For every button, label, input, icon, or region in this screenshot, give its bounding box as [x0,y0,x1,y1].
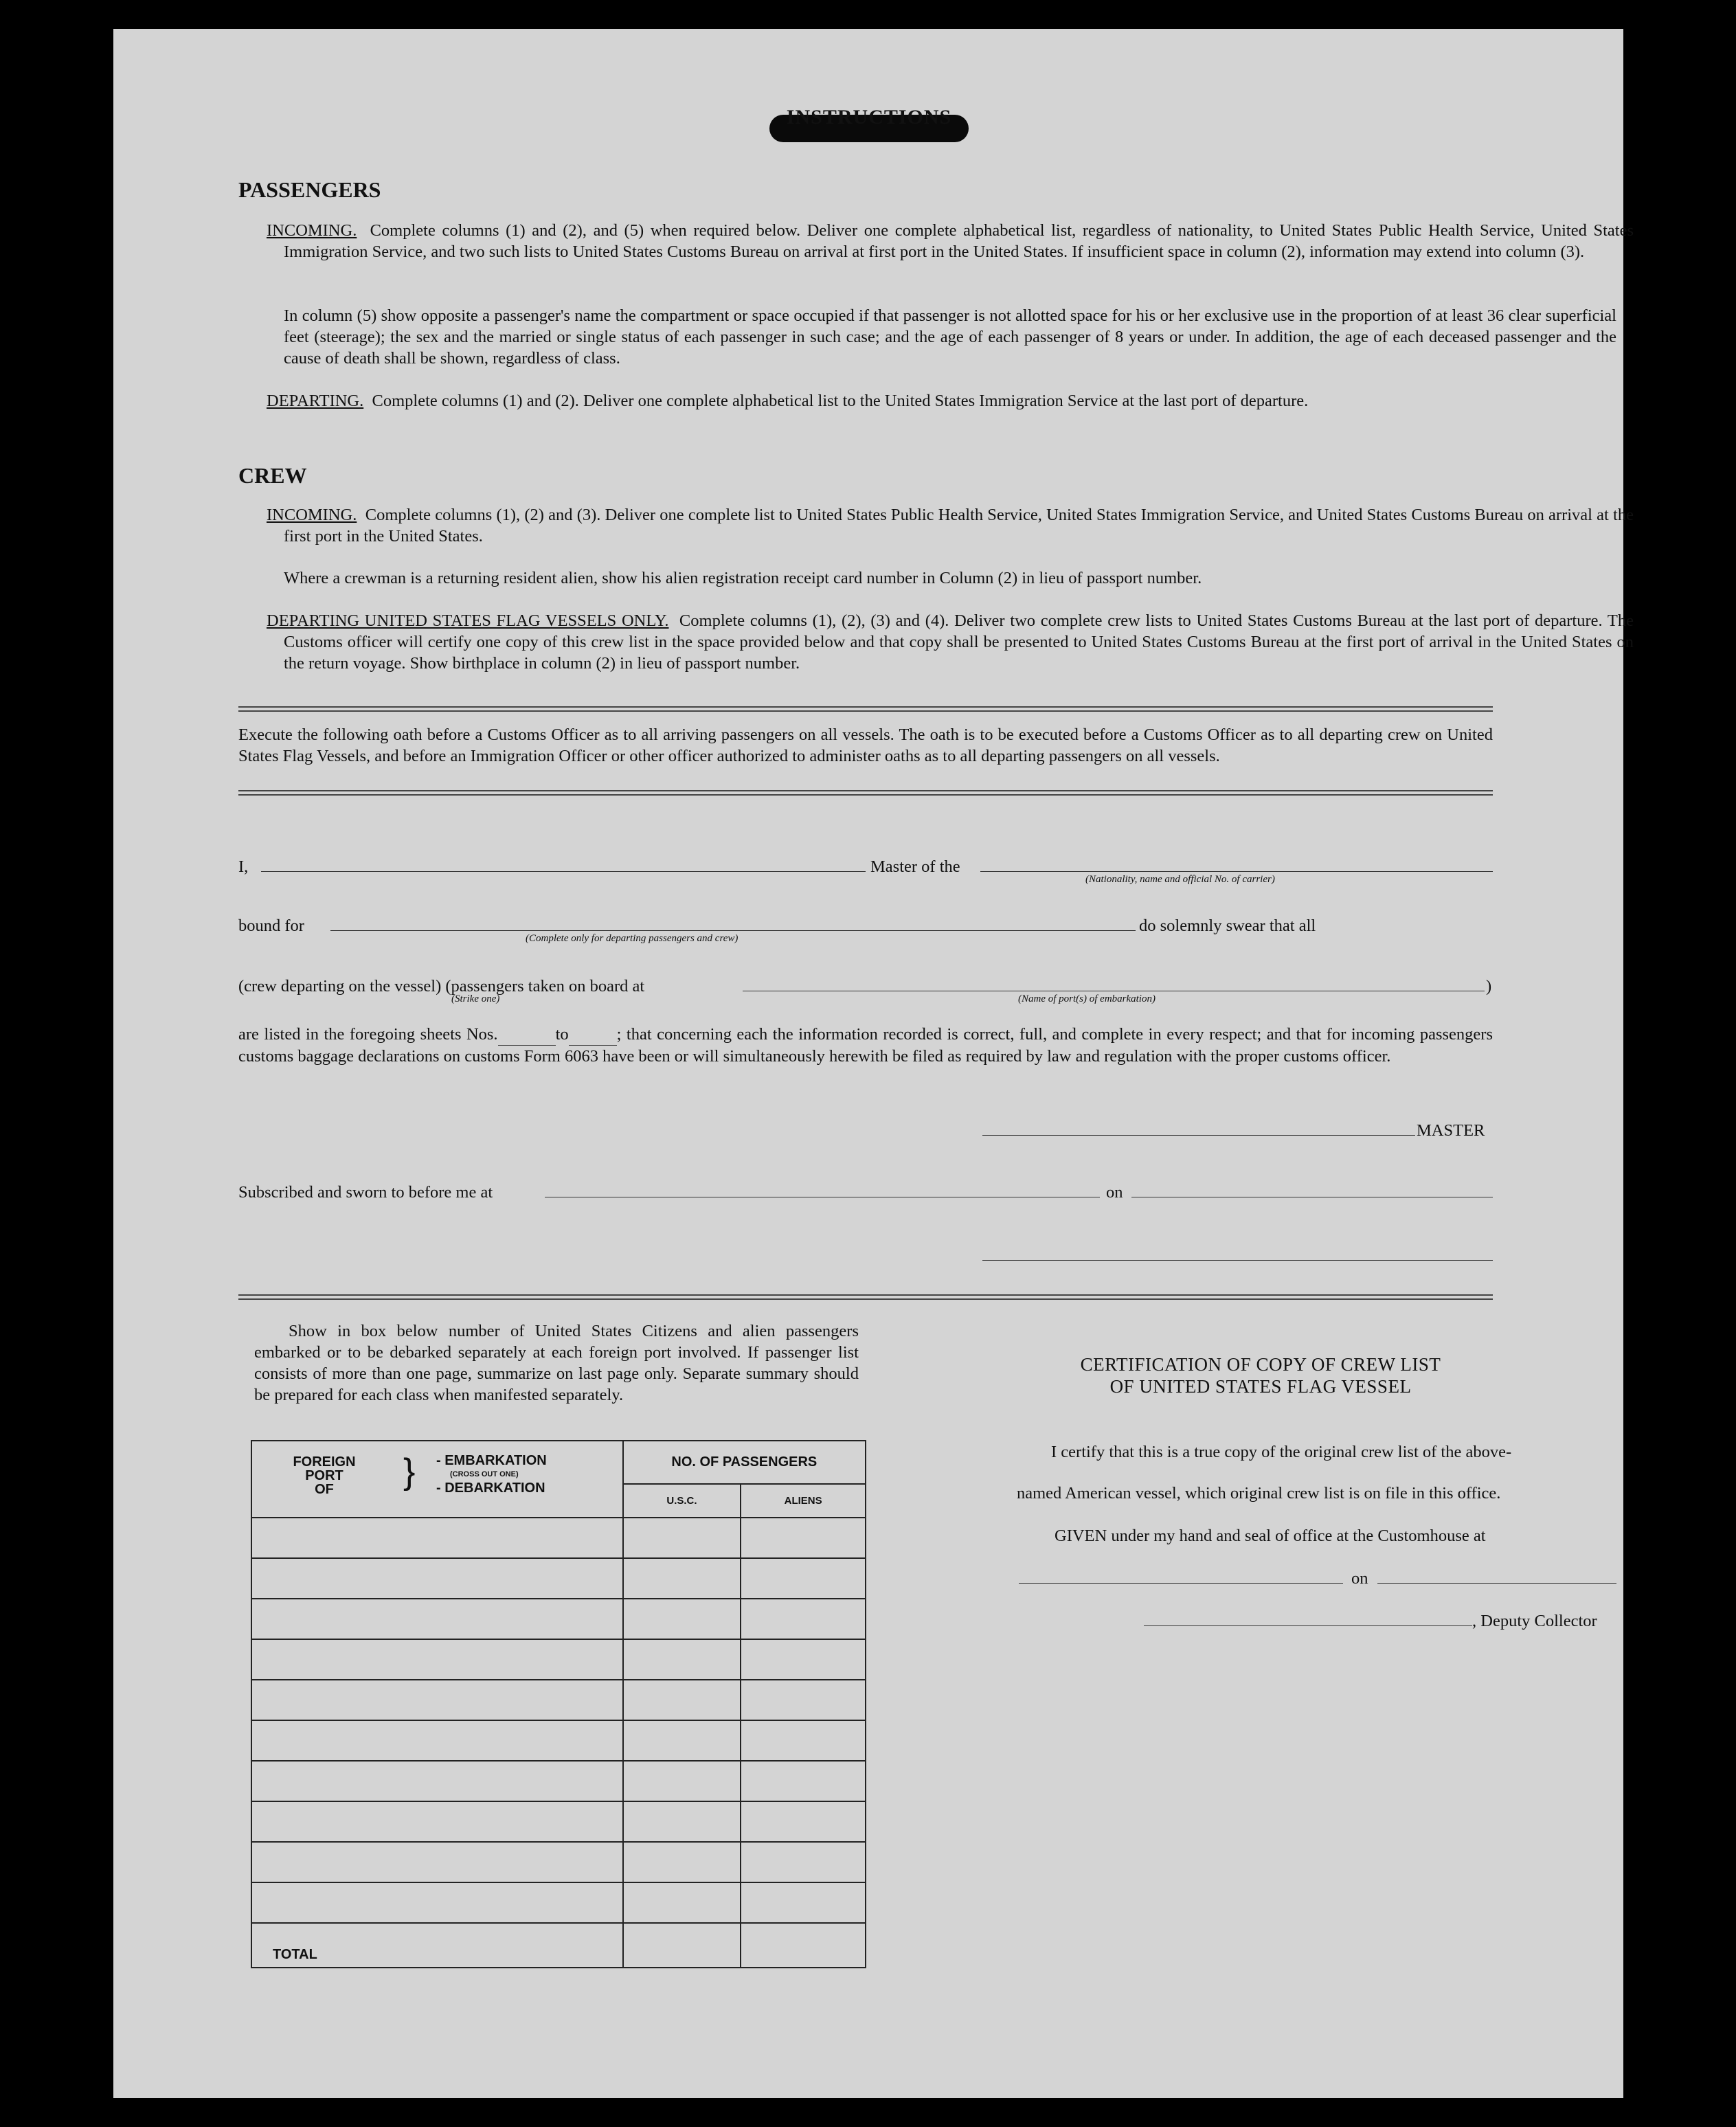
usc-header: U.S.C. [623,1484,741,1518]
bound-for-field[interactable] [330,930,1136,931]
sheet-to-field[interactable] [569,1024,617,1046]
passengers-column5-paragraph: In column (5) show opposite a passenger's name the compartment or space occupied if that passenger is not allotted space for his or her exclusive use in the proportion of at least 36 clear superficial feet (steerage); the sex and the married or single status of each passenger in such case; and the age of each passenger of 8 years or under. In addition, the age of each deceased passenger and the cause of death shall be shown, regardless of class. [284,306,1616,368]
nationality-caption: (Nationality, name and official No. of carrier) [1085,874,1275,885]
oath-instruction: Execute the following oath before a Customs Officer as to all arriving passengers on all vessels. The oath is to be executed before a Customs Officer as to all departing crew on United States Flag Vessels, and before an Immigration Officer or other officer authorized to administer oaths as to all departing passengers on all vessels. [238,725,1493,765]
usc-cell[interactable] [623,1882,741,1923]
officer-signature-field[interactable] [982,1260,1493,1261]
passengers-departing-paragraph [267,390,1634,412]
passengers-heading: PASSENGERS [238,177,381,202]
aliens-cell[interactable] [741,1680,866,1720]
aliens-cell[interactable] [741,1882,866,1923]
foreign-label: FOREIGN [293,1454,356,1470]
usc-cell[interactable] [623,1801,741,1842]
passengers-incoming-paragraph [267,220,1634,262]
table-row [251,1558,866,1599]
passengers-departing-text: Complete columns (1) and (2). Deliver one complete alphabetical list to the United States Immigration Service at the last port of departure. [372,392,1309,410]
double-rule-3 [238,1294,1493,1300]
master-name-field[interactable] [261,871,866,872]
embark-debark-label [436,1454,547,1495]
aliens-cell[interactable] [741,1761,866,1801]
strike-one-caption: (Strike one) [451,993,500,1004]
summary-instruction: Show in box below number of United States Citizens and alien passengers embarked or to be debarked separately at each foreign port involved. If passenger list consists of more than one page, summarize on last page only. Separate summary should be prepared for each class when manifested separately. [254,1322,859,1404]
table-row [251,1882,866,1923]
cross-out-label: (CROSS OUT ONE) [450,1470,519,1478]
debarkation-label: - DEBARKATION [436,1481,545,1496]
port-cell[interactable] [251,1680,623,1720]
double-rule-1 [238,706,1493,712]
port-cell[interactable] [251,1882,623,1923]
master-label: MASTER [1417,1121,1485,1140]
ports-table [251,1440,866,1968]
certification-heading-2: OF UNITED STATES FLAG VESSEL [1109,1376,1412,1397]
passengers-incoming-label: INCOMING. [267,221,357,240]
passengers-incoming-text: Complete columns (1) and (2), and (5) when required below. Deliver one complete alphabetical list, regardless of nationality, to United States Public Health Service, United States Immigration Service, and two such lists to United States Customs Bureau on arrival at first port in the United States. If insufficient space in column (2), information may extend into column (3). [284,221,1634,261]
crew-incoming-text: Complete columns (1), (2) and (3). Deliver one complete list to United States Public Health Service, United States Immigration Service, and United States Customs Bureau on arrival at the first port in the United States. [284,506,1634,545]
master-signature-field[interactable] [982,1135,1415,1136]
aliens-cell[interactable] [741,1558,866,1599]
complete-only-caption: (Complete only for departing passengers and crew) [526,933,739,944]
listed-text-b: ; that concerning each the information recorded is correct, full, and complete in every respect; and that for incoming passengers customs baggage declarations on customs Form 6063 have been or will simultaneously herewith be filed as required by law and regulation with the proper customs officer. [238,1025,1493,1066]
master-of-the-label: Master of the [870,857,960,876]
usc-cell[interactable] [623,1761,741,1801]
certification-line-1: I certify that this is a true copy of the original crew list of the above- [1051,1443,1512,1461]
total-usc-cell[interactable] [623,1923,741,1968]
crew-departing-label: DEPARTING UNITED STATES FLAG VESSELS ONLY. [267,611,669,630]
port-cell[interactable] [251,1639,623,1680]
table-row [251,1842,866,1882]
port-cell[interactable] [251,1518,623,1558]
port-cell[interactable] [251,1720,623,1761]
page-title: INSTRUCTIONS [786,106,952,128]
port-cell[interactable] [251,1761,623,1801]
table-row [251,1639,866,1680]
aliens-cell[interactable] [741,1720,866,1761]
usc-cell[interactable] [623,1720,741,1761]
usc-cell[interactable] [623,1558,741,1599]
aliens-cell[interactable] [741,1842,866,1882]
aliens-cell[interactable] [741,1518,866,1558]
crew-heading: CREW [238,463,307,488]
total-label: TOTAL [251,1923,623,1968]
certification-on-label: on [1351,1569,1368,1588]
subscribed-label: Subscribed and sworn to before me at [238,1183,493,1202]
port-cell[interactable] [251,1558,623,1599]
brace-icon: } [403,1452,416,1492]
crew-departing-label: (crew departing on the vessel) (passengers taken on board at [238,977,645,995]
certification-heading-1: CERTIFICATION OF COPY OF CREW LIST [1080,1354,1441,1375]
close-paren: ) [1486,977,1492,995]
aliens-header: ALIENS [741,1484,866,1518]
deputy-collector-label: , Deputy Collector [1472,1612,1597,1630]
crew-resident-paragraph: Where a crewman is a returning resident alien, show his alien registration receipt card number in Column (2) in lieu of passport number. [284,569,1202,587]
aliens-cell[interactable] [741,1639,866,1680]
passengers-departing-label: DEPARTING. [267,392,364,410]
total-row [251,1923,866,1968]
sheet-from-field[interactable] [498,1024,556,1046]
foreign-port-of-label [286,1455,362,1496]
aliens-cell[interactable] [741,1599,866,1639]
document-page [113,29,1634,2098]
crew-departing-paragraph [267,610,1634,674]
port-cell[interactable] [251,1599,623,1639]
table-row [251,1801,866,1842]
usc-cell[interactable] [623,1639,741,1680]
carrier-field[interactable] [980,871,1493,872]
usc-cell[interactable] [623,1842,741,1882]
double-rule-2 [238,790,1493,796]
certification-line-3: GIVEN under my hand and seal of office at the Customhouse at [1055,1527,1486,1545]
to-label: to [555,1025,569,1044]
of-label: OF [315,1482,334,1497]
port-cell[interactable] [251,1842,623,1882]
crew-incoming-label: INCOMING. [267,506,357,524]
swear-label: do solemnly swear that all [1139,916,1316,935]
table-row [251,1599,866,1639]
certification-heading [1000,1353,1522,1397]
listed-text-a: are listed in the foregoing sheets Nos. [238,1025,498,1044]
subscribed-on-label: on [1106,1183,1123,1202]
crew-departing-text: Complete columns (1), (2), (3) and (4). Deliver two complete crew lists to United States Customs Bureau at the last port of departure. The Customs officer will certify one copy of this crew list in the space provided below and that copy shall be presented to United States Customs Bureau at the first port of arrival in the United States on the return voyage. Show birthplace in column (2) in lieu of passport number. [284,611,1634,673]
deputy-signature-field[interactable] [1144,1625,1472,1626]
bound-for-label: bound for [238,916,304,935]
crew-incoming-paragraph [267,504,1634,547]
table-row [251,1680,866,1720]
no-of-passengers-header: NO. OF PASSENGERS [623,1441,866,1484]
ports-caption: (Name of port(s) of embarkation) [1018,993,1156,1004]
oath-i-label: I, [238,857,249,876]
usc-cell[interactable] [623,1518,741,1558]
port-cell[interactable] [251,1801,623,1842]
customhouse-field[interactable] [1019,1583,1343,1584]
listed-paragraph [238,1024,1493,1067]
table-row [251,1720,866,1761]
table-row [251,1518,866,1558]
usc-cell[interactable] [623,1599,741,1639]
foreign-port-header [251,1441,623,1518]
table-row [251,1761,866,1801]
certification-line-2: named American vessel, which original crew list is on file in this office. [1017,1484,1501,1503]
certification-date-field[interactable] [1377,1583,1616,1584]
port-label: PORT [305,1468,343,1483]
total-aliens-cell[interactable] [741,1923,866,1968]
usc-cell[interactable] [623,1680,741,1720]
embarkation-label: - EMBARKATION [436,1453,547,1468]
aliens-cell[interactable] [741,1801,866,1842]
